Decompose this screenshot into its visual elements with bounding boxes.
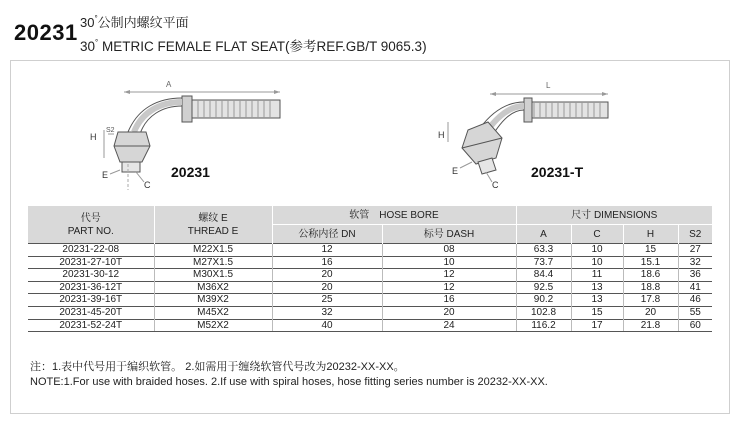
dn-cell: 25 — [272, 294, 382, 307]
dash-cell: 20 — [382, 306, 516, 319]
table-row — [28, 306, 712, 319]
dn-cell: 20 — [272, 269, 382, 282]
part-no-cell: 20231-45-20T — [28, 306, 154, 319]
s2-cell: 60 — [678, 319, 712, 332]
h-cell: 17.8 — [623, 294, 678, 307]
part-code: 20231 — [14, 20, 78, 45]
thread-cell: M45X2 — [154, 306, 272, 319]
thread-cell: M39X2 — [154, 294, 272, 307]
header-h: H — [623, 225, 678, 244]
dash-cell: 12 — [382, 281, 516, 294]
dn-cell: 20 — [272, 281, 382, 294]
header-part-no: 代号 PART NO. — [28, 206, 154, 244]
note-chinese: 注：1.表中代号用于编织软管。 2.如需用于缠绕软管代号改为20232-XX-XX。 — [30, 361, 405, 373]
fitting-drawing-20231-t — [430, 76, 630, 194]
h-cell: 18.8 — [623, 281, 678, 294]
h-cell: 15.1 — [623, 256, 678, 269]
dimension-e-label: E — [102, 170, 109, 180]
h-cell: 21.8 — [623, 319, 678, 332]
figure-label-20231: 20231 — [171, 164, 210, 180]
s2-cell: 55 — [678, 306, 712, 319]
part-no-cell: 20231-52-24T — [28, 319, 154, 332]
c-cell: 11 — [571, 269, 623, 282]
a-cell: 63.3 — [516, 244, 571, 257]
c-cell: 17 — [571, 319, 623, 332]
table-row — [28, 269, 712, 282]
dash-cell: 24 — [382, 319, 516, 332]
c-cell: 13 — [571, 294, 623, 307]
dimension-c-label: C — [144, 180, 151, 190]
s2-cell: 36 — [678, 269, 712, 282]
a-cell: 102.8 — [516, 306, 571, 319]
s2-cell: 27 — [678, 244, 712, 257]
dash-cell: 16 — [382, 294, 516, 307]
spec-table — [28, 206, 712, 332]
s2-cell: 41 — [678, 281, 712, 294]
dn-cell: 12 — [272, 244, 382, 257]
s2-cell: 46 — [678, 294, 712, 307]
a-cell: 73.7 — [516, 256, 571, 269]
a-cell: 90.2 — [516, 294, 571, 307]
a-cell: 84.4 — [516, 269, 571, 282]
dimension-h-label: H — [90, 132, 97, 142]
a-cell: 92.5 — [516, 281, 571, 294]
header-thread: 螺纹 E THREAD E — [154, 206, 272, 244]
c-cell: 10 — [571, 256, 623, 269]
table-row — [28, 281, 712, 294]
c-cell: 15 — [571, 306, 623, 319]
table-row — [28, 294, 712, 307]
part-no-cell: 20231-27-10T — [28, 256, 154, 269]
dn-cell: 32 — [272, 306, 382, 319]
part-no-cell: 20231-36-12T — [28, 281, 154, 294]
dimension-a-label: A — [166, 80, 172, 89]
part-no-cell: 20231-39-16T — [28, 294, 154, 307]
dn-cell: 40 — [272, 319, 382, 332]
title-chinese: 30°公制内螺纹平面 — [80, 14, 189, 30]
h-cell: 15 — [623, 244, 678, 257]
dimension-e-label-t: E — [452, 166, 459, 176]
thread-cell: M52X2 — [154, 319, 272, 332]
header-dimensions: 尺寸 DIMENSIONS — [516, 206, 712, 225]
thread-cell: M30X1.5 — [154, 269, 272, 282]
table-row — [28, 244, 712, 257]
header-dash: 标号 DASH — [382, 225, 516, 244]
h-cell: 20 — [623, 306, 678, 319]
part-no-cell: 20231-22-08 — [28, 244, 154, 257]
dimension-c-label-t: C — [492, 180, 499, 190]
header-dn: 公称内径 DN — [272, 225, 382, 244]
dash-cell: 12 — [382, 269, 516, 282]
dimension-h-label-t: H — [438, 130, 445, 140]
dimension-l-label: L — [546, 81, 551, 90]
figure-label-20231-t: 20231-T — [531, 164, 584, 180]
a-cell: 116.2 — [516, 319, 571, 332]
header-hose-bore: 软管 HOSE BORE — [272, 206, 516, 225]
c-cell: 10 — [571, 244, 623, 257]
thread-cell: M22X1.5 — [154, 244, 272, 257]
header-c: C — [571, 225, 623, 244]
dn-cell: 16 — [272, 256, 382, 269]
h-cell: 18.6 — [623, 269, 678, 282]
title-english: 30° METRIC FEMALE FLAT SEAT(参考REF.GB/T 9065.3) — [80, 38, 427, 54]
header-s2: S2 — [678, 225, 712, 244]
table-row — [28, 256, 712, 269]
dash-cell: 10 — [382, 256, 516, 269]
part-no-cell: 20231-30-12 — [28, 269, 154, 282]
thread-cell: M27X1.5 — [154, 256, 272, 269]
header-a: A — [516, 225, 571, 244]
table-row — [28, 319, 712, 332]
thread-cell: M36X2 — [154, 281, 272, 294]
dimension-s2-label: S2 — [106, 127, 115, 134]
dash-cell: 08 — [382, 244, 516, 257]
s2-cell: 32 — [678, 256, 712, 269]
c-cell: 13 — [571, 281, 623, 294]
note-english: NOTE:1.For use with braided hoses. 2.If use with spiral hoses, hose fitting series number is 20232-XX-XX. — [30, 376, 548, 388]
